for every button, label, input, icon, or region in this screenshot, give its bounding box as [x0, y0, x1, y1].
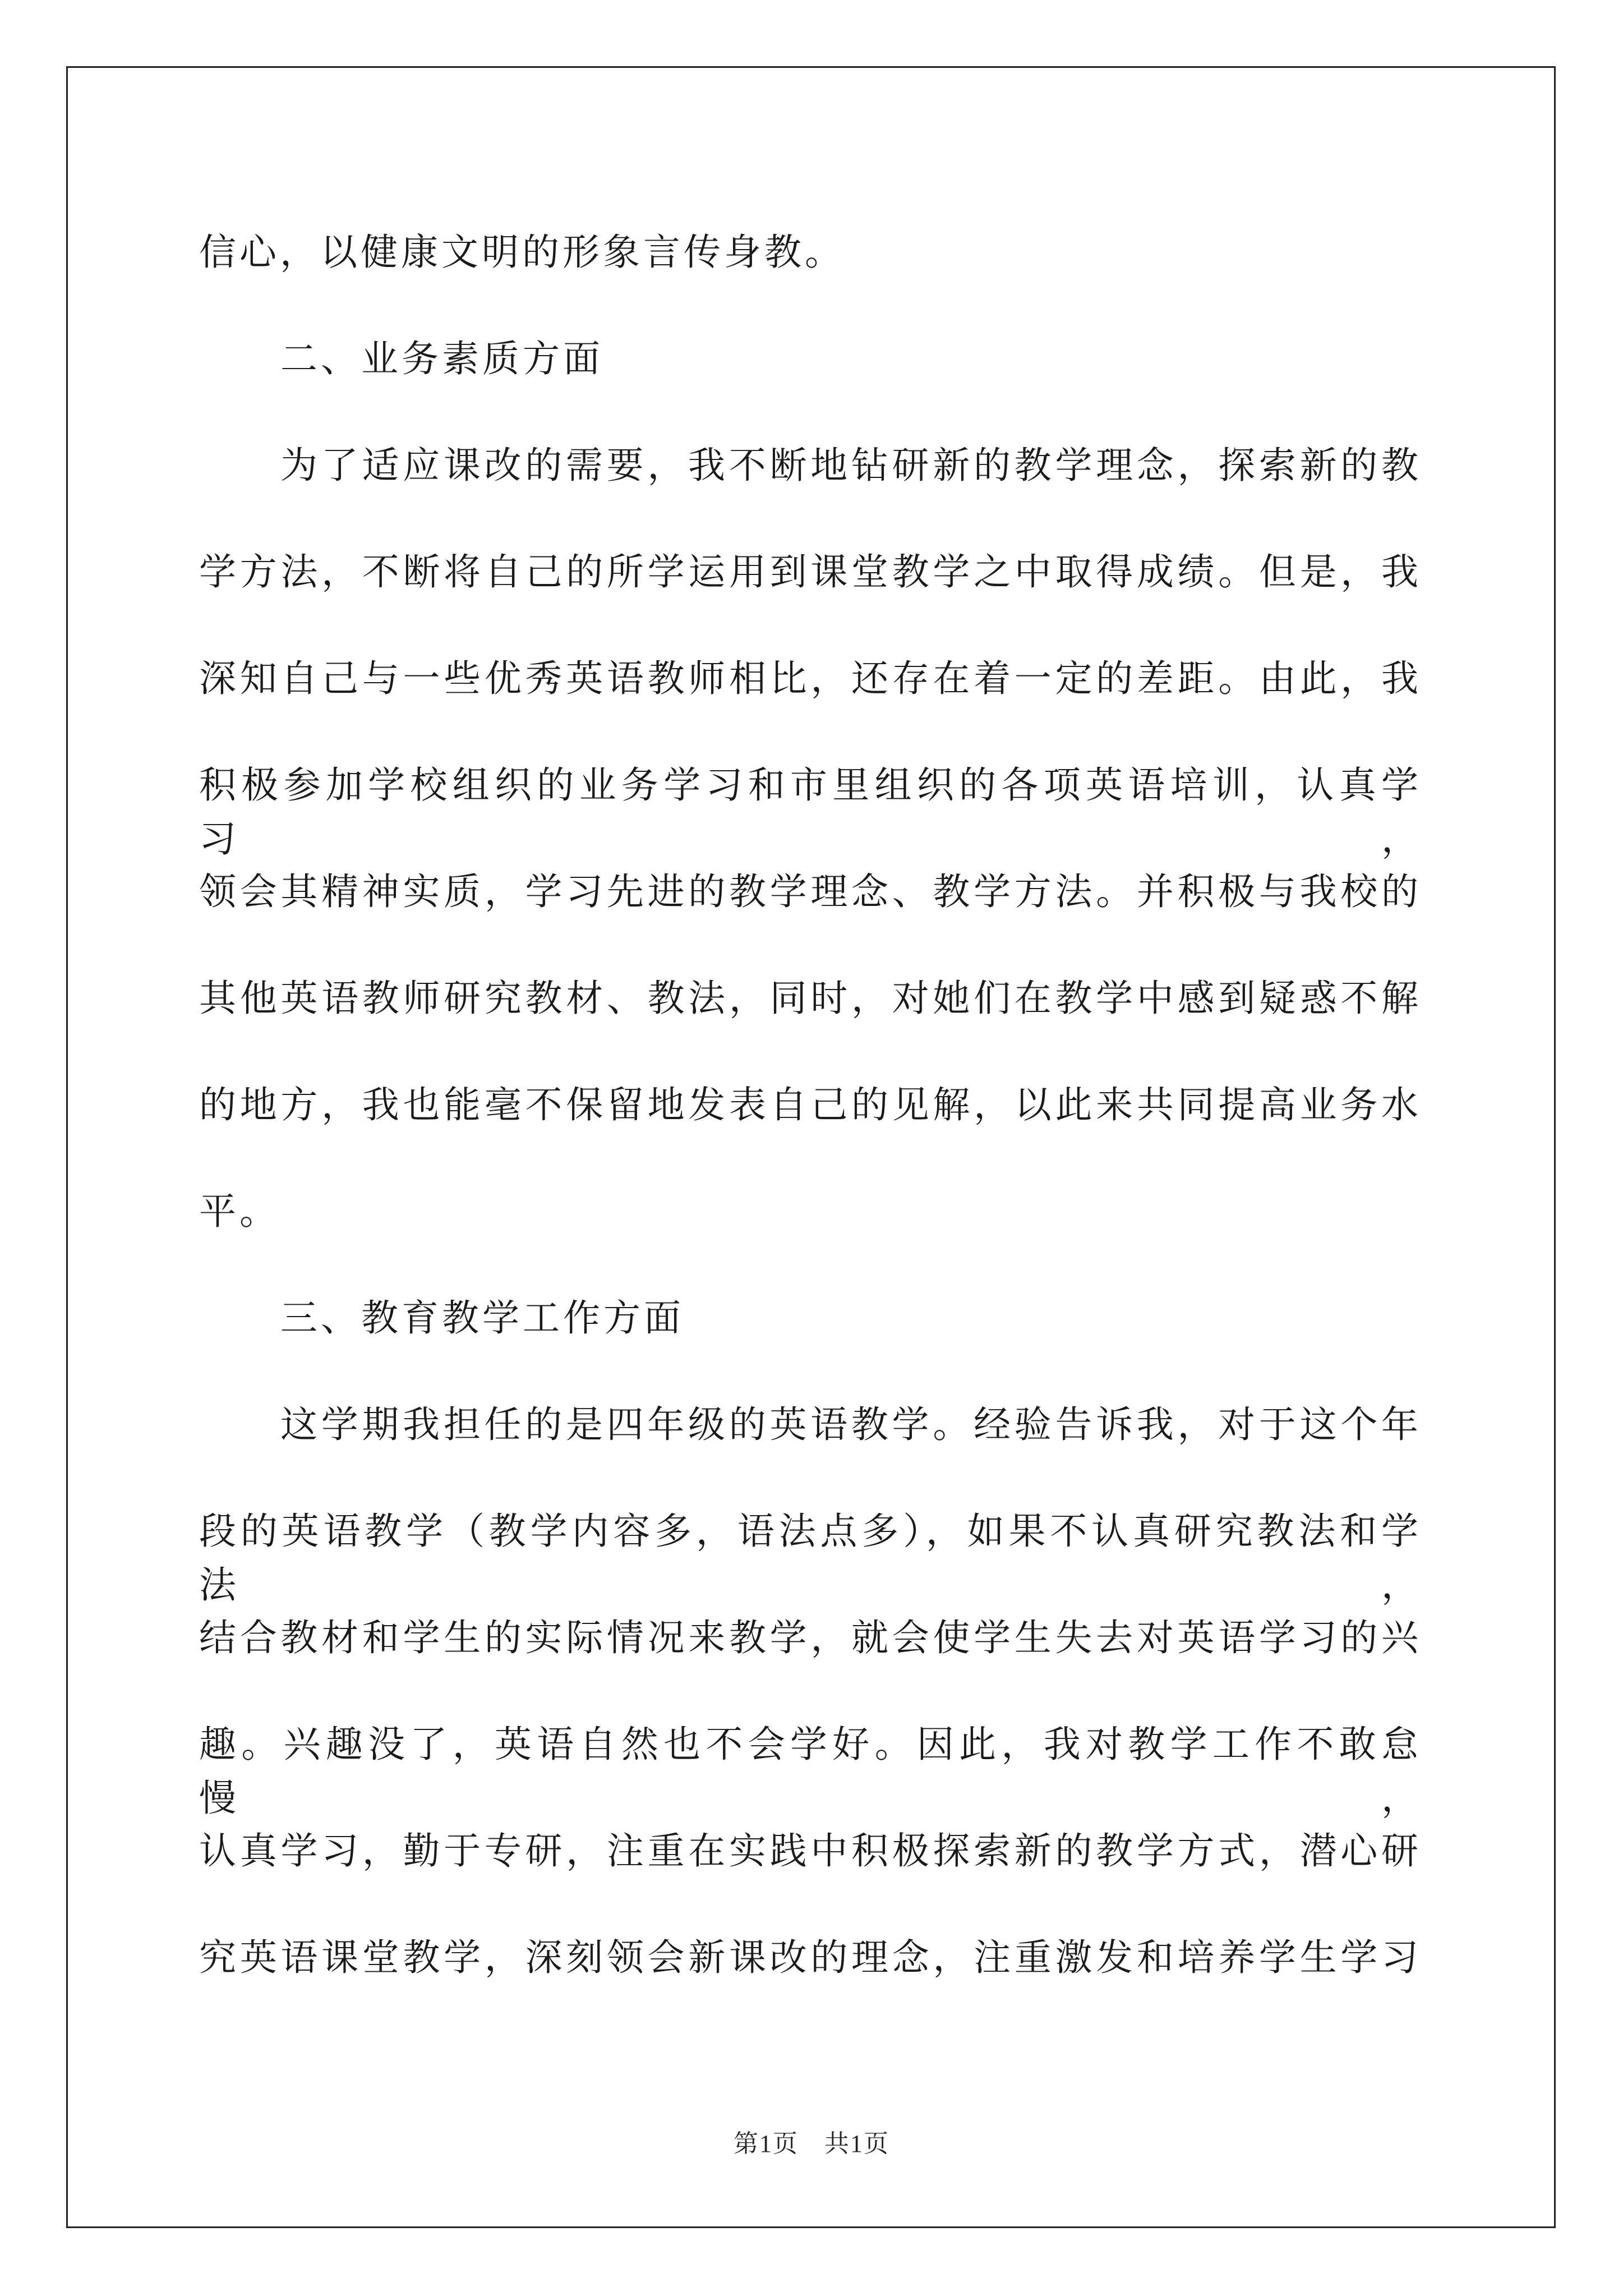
text-line: 平。: [199, 1190, 280, 1233]
section-heading: 二、业务素质方面: [280, 337, 603, 380]
text-line: 信心，以健康文明的形象言传身教。: [199, 231, 845, 274]
text-line: 深知自己与一些优秀英语教师相比，还存在着一定的差距。由此，我: [199, 657, 1422, 700]
text-line: 这学期我担任的是四年级的英语教学。经验告诉我，对于这个年: [280, 1403, 1422, 1446]
text-line: 究英语课堂教学，深刻领会新课改的理念，注重激发和培养学生学习: [199, 1936, 1422, 1979]
text-line: 认真学习，勤于专研，注重在实践中积极探索新的教学方式，潜心研: [199, 1829, 1422, 1872]
text-line: 的地方，我也能毫不保留地发表自己的见解，以此来共同提高业务水: [199, 1083, 1422, 1126]
text-line: 趣。兴趣没了，英语自然也不会学好。因此，我对教学工作不敢怠慢，: [199, 1723, 1422, 1820]
text-line: 段的英语教学（教学内容多，语法点多），如果不认真研究教法和学法，: [199, 1510, 1422, 1607]
text-line: 其他英语教师研究教材、教法，同时，对她们在教学中感到疑惑不解: [199, 977, 1422, 1020]
text-line: 积极参加学校组织的业务学习和市里组织的各项英语培训，认真学习，: [199, 763, 1422, 861]
text-line: 结合教材和学生的实际情况来教学，就会使学生失去对英语学习的兴: [199, 1616, 1422, 1659]
text-line: 为了适应课改的需要，我不断地钻研新的教学理念，探索新的教: [280, 444, 1422, 487]
text-line: 学方法，不断将自己的所学运用到课堂教学之中取得成绩。但是，我: [199, 550, 1422, 593]
page-border: [66, 66, 1556, 2228]
page-footer: 第1页 共1页: [734, 2130, 889, 2157]
text-line: 领会其精神实质，学习先进的教学理念、教学方法。并积极与我校的: [199, 870, 1422, 913]
section-heading: 三、教育教学工作方面: [280, 1296, 684, 1340]
